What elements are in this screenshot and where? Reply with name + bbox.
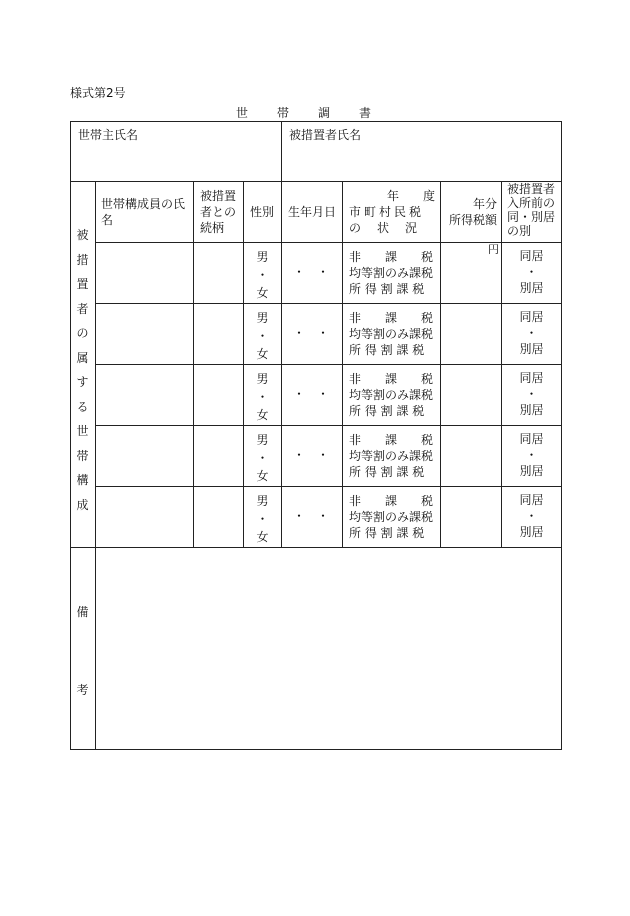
side-char: 被 — [76, 228, 89, 242]
tax-status-options: 非 課 税 均等割のみ課税 所 得 割 課 税 — [349, 433, 434, 479]
head-of-household-label: 世帯主氏名 — [78, 128, 139, 142]
side-char: 属 — [76, 350, 89, 365]
remarks-char: 考 — [76, 683, 89, 697]
relation-cell[interactable] — [193, 486, 244, 548]
sex-header: 性別 — [250, 205, 275, 219]
remarks-char: 備 — [76, 605, 89, 619]
yen-unit: 円 — [488, 243, 499, 256]
cohabitation-options: 同居 ・ 別居 — [519, 310, 544, 356]
member-name-cell[interactable] — [95, 364, 194, 426]
relation-cell[interactable] — [193, 364, 244, 426]
title-char: 帯 — [277, 106, 290, 120]
side-char: 者 — [76, 301, 89, 316]
side-char: 帯 — [76, 448, 89, 463]
side-char: 措 — [76, 252, 89, 267]
member-name-header: 世帯構成員の氏 名 — [101, 197, 186, 227]
tax-status-options: 非 課 税 均等割のみ課税 所 得 割 課 税 — [349, 372, 434, 418]
member-name-cell[interactable] — [95, 486, 194, 548]
cohabitation-header: 被措置者 入所前の 同・別居 の別 — [507, 182, 556, 238]
tax-status-options: 非 課 税 均等割のみ課税 所 得 割 課 税 — [349, 494, 434, 540]
title-char: 調 — [318, 106, 331, 120]
cohabitation-options: 同居 ・ 別居 — [519, 371, 544, 417]
title-char: 書 — [359, 106, 372, 120]
sex-options: 男 ・ 女 — [256, 372, 269, 422]
side-char: る — [76, 399, 89, 414]
birthdate-dots: ・ ・ — [293, 387, 330, 401]
form-number: 様式第2号 — [70, 86, 126, 100]
side-char: の — [76, 326, 89, 340]
side-char: 成 — [76, 497, 89, 512]
birthdate-dots: ・ ・ — [293, 448, 330, 462]
relation-cell[interactable] — [193, 425, 244, 487]
tax-status-options: 非 課 税 均等割のみ課税 所 得 割 課 税 — [349, 250, 434, 296]
cohabitation-options: 同居 ・ 別居 — [519, 432, 544, 478]
birthdate-dots: ・ ・ — [293, 326, 330, 340]
tax-status-header: 年 度 市町村民税 の 状 況 — [349, 189, 435, 235]
sex-options: 男 ・ 女 — [256, 433, 269, 483]
side-label — [71, 223, 94, 517]
sex-options: 男 ・ 女 — [256, 250, 269, 300]
remarks-label — [71, 600, 94, 756]
person-under-measure-label: 被措置者氏名 — [289, 128, 362, 142]
relation-header: 被措置 者との 続柄 — [200, 189, 237, 235]
title-char: 世 — [236, 106, 249, 120]
income-tax-cell[interactable] — [440, 425, 502, 487]
cohabitation-options: 同居 ・ 別居 — [519, 249, 544, 295]
relation-cell[interactable] — [193, 242, 244, 304]
income-tax-cell[interactable] — [440, 303, 502, 365]
birthdate-header: 生年月日 — [288, 205, 337, 219]
side-char: 置 — [76, 277, 89, 291]
sex-options: 男 ・ 女 — [256, 494, 269, 544]
remarks-field[interactable] — [95, 547, 562, 750]
side-char: 世 — [76, 424, 89, 438]
member-name-cell[interactable] — [95, 242, 194, 304]
member-name-cell[interactable] — [95, 303, 194, 365]
birthdate-dots: ・ ・ — [293, 265, 330, 279]
side-char: 構 — [76, 473, 89, 487]
income-tax-cell[interactable] — [440, 486, 502, 548]
relation-cell[interactable] — [193, 303, 244, 365]
tax-status-options: 非 課 税 均等割のみ課税 所 得 割 課 税 — [349, 311, 434, 357]
document-title — [236, 104, 371, 121]
side-char: す — [76, 375, 89, 389]
member-name-cell[interactable] — [95, 425, 194, 487]
sex-options: 男 ・ 女 — [256, 311, 269, 361]
cohabitation-options: 同居 ・ 別居 — [519, 493, 544, 539]
income-tax-cell[interactable] — [440, 364, 502, 426]
income-tax-header: 年分 所得税額 — [448, 197, 497, 227]
birthdate-dots: ・ ・ — [293, 509, 330, 523]
